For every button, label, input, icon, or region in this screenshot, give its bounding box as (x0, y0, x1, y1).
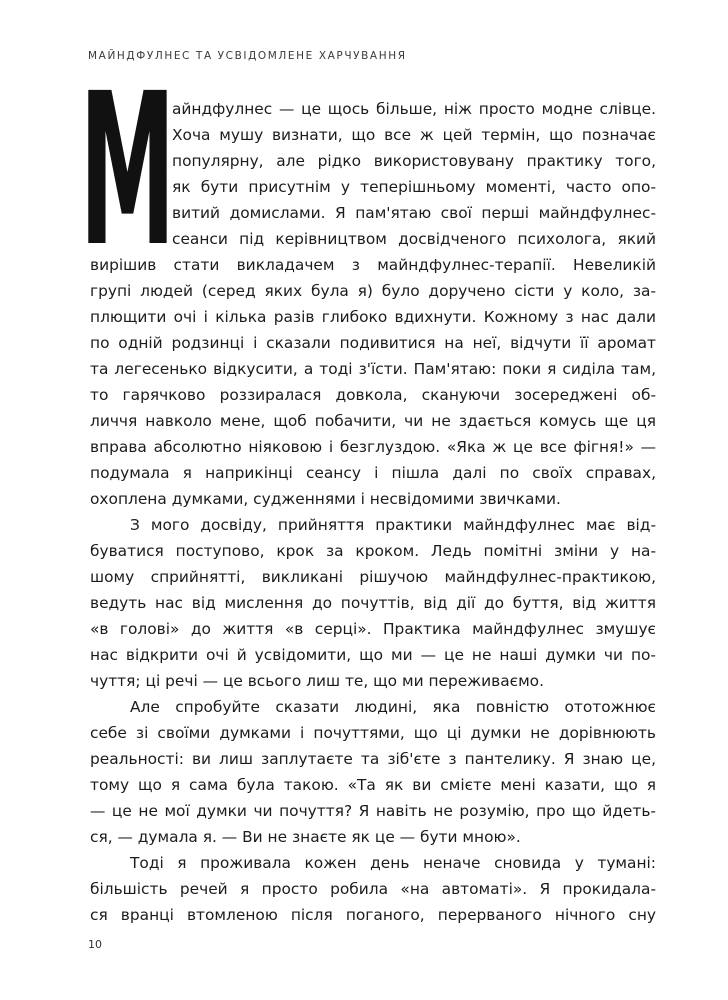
text-line: більшість речей я просто робила «на автоматі». Я прокидала- (90, 880, 656, 898)
text-line: вирішив стати викладачем з майндфулнес-терапії. Невеликій (90, 256, 656, 274)
text-line: З мого досвіду, прийняття практики майндфулнес має від- (130, 516, 656, 534)
text-line: ся вранці втомленою після поганого, перерваного нічного сну (90, 906, 656, 924)
text-line: популярну, але рідко використовувану практику того, (172, 152, 656, 170)
text-line: ся, — думала я. — Ви не знаєте як це — бути мною». (90, 828, 521, 846)
text-line: тому що я сама була такою. «Та як ви смієте мені казати, що я (90, 776, 656, 794)
text-line: як бути присутнім у теперішньому моменті, часто опо- (172, 178, 656, 196)
text-line: плющити очі і кілька разів глибоко вдихнути. Кожному з нас дали (90, 308, 656, 326)
drop-cap-letter: М (78, 48, 176, 293)
text-line: Тоді я проживала кожен день неначе сновида у тумані: (130, 854, 656, 872)
text-line: реальності: ви лиш заплутаєте та зіб'єте з пантелику. Я знаю це, (90, 750, 656, 768)
text-line: «в голові» до життя «в серці». Практика майндфулнес змушує (90, 620, 656, 638)
text-line: себе зі своїми думками і почуттями, що ці думки не дорівнюють (90, 724, 656, 742)
text-line: нас відкрити очі й усвідомити, що ми — це не наші думки чи по- (90, 646, 656, 664)
drop-cap (78, 48, 176, 293)
text-line: вправа абсолютно ніяковою і безглуздою. «Яка ж це все фігня!» — (90, 438, 656, 456)
text-line: Але спробуйте сказати людині, яка повністю ототожнює (130, 698, 656, 716)
text-line: чуття; ці речі — це всього лиш те, що ми переживаємо. (90, 672, 544, 690)
text-line: охоплена думками, судженнями і несвідомими звичками. (90, 490, 561, 508)
text-line: по одній родзинці і сказали подивитися на неї, відчути її аромат (90, 334, 656, 352)
text-line: — це не мої думки чи почуття? Я навіть не розумію, про що йдеть- (90, 802, 656, 820)
text-line: Хоча мушу визнати, що все ж цей термін, що позначає (172, 126, 656, 144)
text-line: айндфулнес — це щось більше, ніж просто модне слівце. (172, 100, 656, 118)
text-line: шому сприйнятті, викликані рішучою майндфулнес-практикою, (90, 568, 656, 586)
text-line: та легесенько відкусити, а тоді з'їсти. Пам'ятаю: поки я сиділа там, (90, 360, 656, 378)
text-line: то гарячково роззиралася довкола, скануючи зосереджені об- (90, 386, 656, 404)
running-head: МАЙНДФУЛНЕС ТА УСВІДОМЛЕНЕ ХАРЧУВАННЯ (88, 50, 407, 62)
text-line: ведуть нас від мислення до почуттів, від дії до буття, від життя (90, 594, 656, 612)
text-line: групі людей (серед яких була я) було доручено сісти у коло, за- (90, 282, 656, 300)
text-line: личчя навколо мене, щоб побачити, чи не здається комусь ще ця (90, 412, 656, 430)
text-line: буватися поступово, крок за кроком. Ледь помітні зміни у на- (90, 542, 656, 560)
text-line: витий домислами. Я пам'ятаю свої перші майндфулнес- (172, 204, 656, 222)
text-line: подумала я наприкінці сеансу і пішла далі по своїх справах, (90, 464, 656, 482)
text-line: сеанси під керівництвом досвідченого психолога, який (172, 230, 656, 248)
page-number: 10 (88, 938, 102, 951)
